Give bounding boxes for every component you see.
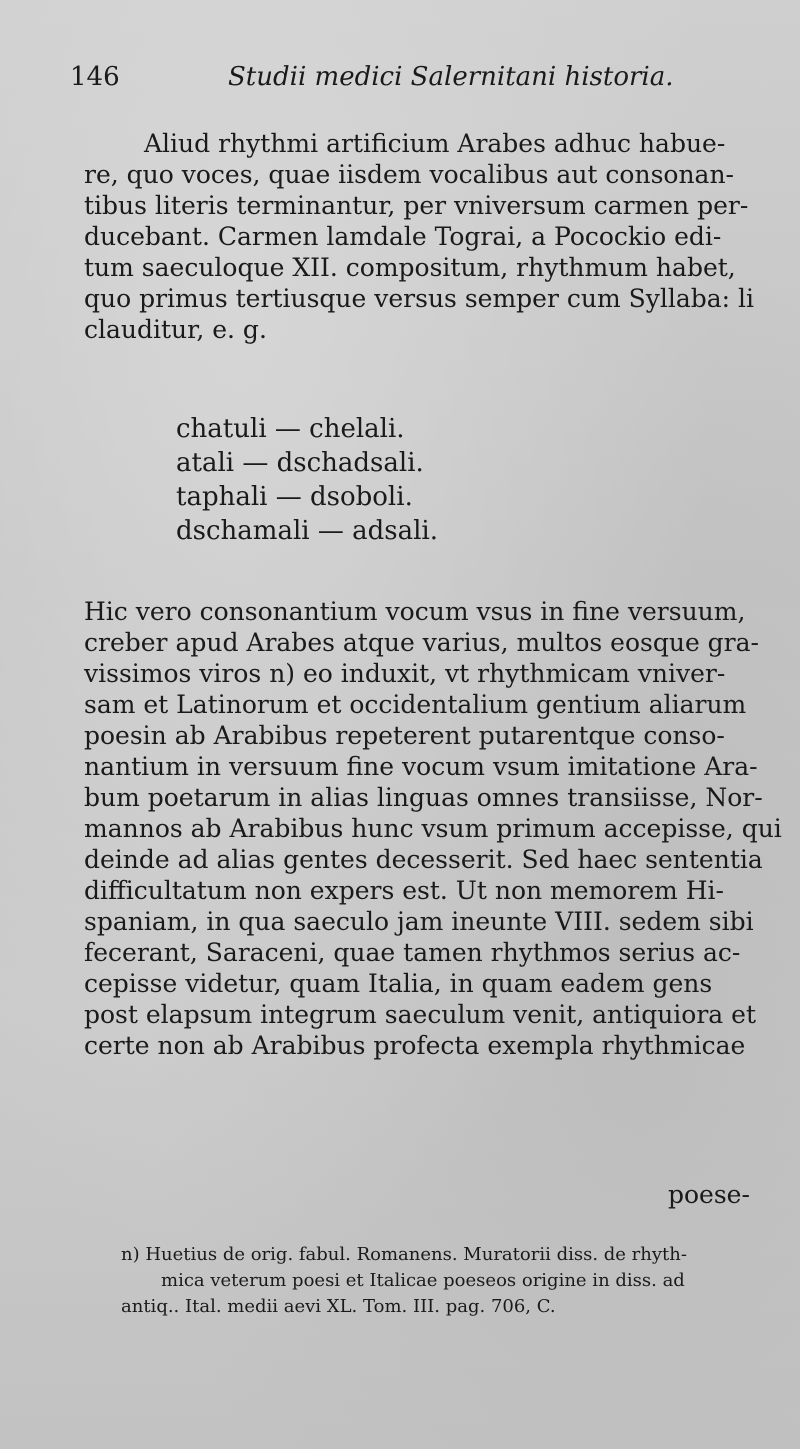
text-line: sam et Latinorum et occidentalium gentium aliarum [84, 690, 747, 719]
text-line: bum poetarum in alias linguas omnes transiisse, Nor- [84, 783, 763, 812]
footnote-line: mica veterum poesi et Italicae poeseos origine in diss. ad [161, 1270, 685, 1291]
text-line: tum saeculoque XII. compositum, rhythmum habet, [84, 253, 736, 282]
text-line: re, quo voces, quae iisdem vocalibus aut consonan- [84, 160, 734, 189]
page-header [70, 62, 750, 102]
verse-line: taphali — dsoboli. [176, 482, 413, 512]
verse-example [176, 412, 438, 548]
text-line: mannos ab Arabibus hunc vsum primum accepisse, qui [84, 814, 782, 843]
paragraph-2 [84, 596, 782, 1061]
text-line: spaniam, in qua saeculo jam ineunte VIII. sedem sibi [84, 907, 754, 936]
text-line: cepisse videtur, quam Italia, in quam eadem gens [84, 969, 713, 998]
text-line: tibus literis terminantur, per vniversum carmen per- [84, 191, 749, 220]
text-line: deinde ad alias gentes decesserit. Sed haec sententia [84, 845, 763, 874]
text-line: ducebant. Carmen lamdale Tograi, a Pocockio edi- [84, 222, 722, 251]
verse-line: chatuli — chelali. [176, 414, 405, 444]
running-title: Studii medici Salernitani historia. [228, 62, 674, 92]
text-line: difficultatum non expers est. Ut non memorem Hi- [84, 876, 724, 905]
verse-line: dschamali — adsali. [176, 516, 438, 546]
footnote [121, 1242, 741, 1320]
text-line: certe non ab Arabibus profecta exempla rhythmicae [84, 1031, 746, 1060]
text-line: poesin ab Arabibus repeterent putarentque conso- [84, 721, 725, 750]
page-number: 146 [70, 62, 120, 92]
text-line: fecerant, Saraceni, quae tamen rhythmos serius ac- [84, 938, 741, 967]
text-line: Hic vero consonantium vocum vsus in fine versuum, [84, 597, 746, 626]
text-line: Aliud rhythmi artificium Arabes adhuc habue- [144, 129, 726, 158]
text-line: clauditur, e. g. [84, 315, 267, 344]
text-line: nantium in versuum fine vocum vsum imitatione Ara- [84, 752, 758, 781]
footnote-line: antiq.. Ital. medii aevi XL. Tom. III. pag. 706, C. [121, 1296, 556, 1317]
footnote-line: n) Huetius de orig. fabul. Romanens. Muratorii diss. de rhyth- [121, 1244, 687, 1265]
verse-line: atali — dschadsali. [176, 448, 424, 478]
text-line: quo primus tertiusque versus semper cum Syllaba: li [84, 284, 755, 313]
text-line: creber apud Arabes atque varius, multos eosque gra- [84, 628, 759, 657]
text-line: post elapsum integrum saeculum venit, antiquiora et [84, 1000, 756, 1029]
catchword: poese- [668, 1180, 750, 1209]
paragraph-1 [84, 128, 755, 345]
text-line: vissimos viros n) eo induxit, vt rhythmicam vniver- [84, 659, 726, 688]
